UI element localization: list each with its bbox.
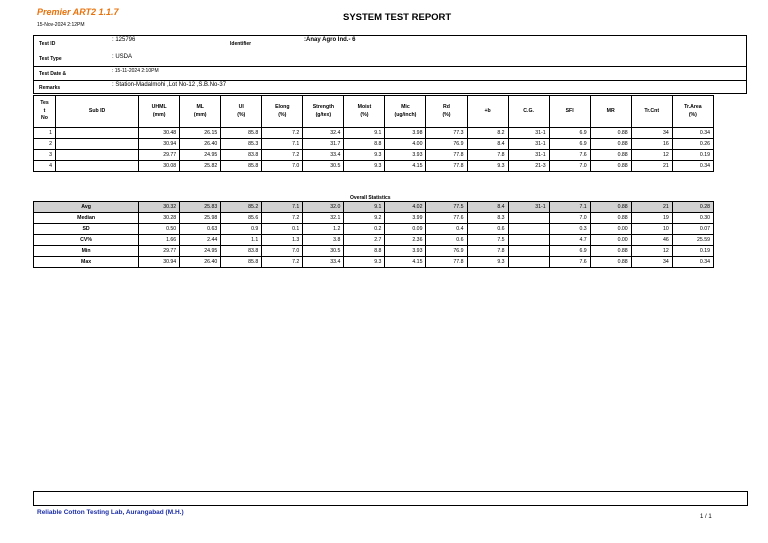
header-text: (%) — [237, 111, 246, 118]
stats-row — [34, 235, 714, 246]
header-text: +b — [484, 107, 491, 114]
lab-name: Reliable Cotton Testing Lab, Aurangabad (M.H.) — [37, 509, 184, 516]
table-row — [34, 161, 714, 172]
table-cell: 25.82 — [180, 161, 221, 172]
table-cell: 77.8 — [426, 150, 467, 161]
test-type-value: : USDA — [112, 54, 133, 60]
table-cell: 3.93 — [385, 150, 426, 161]
stats-cell: 9.1 — [344, 202, 385, 213]
stats-cell: 19 — [631, 213, 672, 224]
stats-cell: 0.1 — [262, 224, 303, 235]
header-text: (g/tex) — [315, 111, 332, 118]
table-cell: 77.3 — [426, 128, 467, 139]
column-header — [56, 96, 139, 128]
print-timestamp: 15-Nov-2024 2:12PM — [37, 22, 85, 28]
table-cell: 85.3 — [221, 139, 262, 150]
stats-cell: 7.2 — [262, 213, 303, 224]
header-text: SFI — [565, 107, 574, 114]
table-cell: 30.48 — [139, 128, 180, 139]
column-header — [508, 96, 549, 128]
table-cell: 12 — [631, 150, 672, 161]
divider — [34, 80, 746, 81]
stats-cell: 0.28 — [672, 202, 713, 213]
column-header — [262, 96, 303, 128]
stats-cell: 0.4 — [426, 224, 467, 235]
table-row — [34, 139, 714, 150]
stats-cell: 7.0 — [549, 213, 590, 224]
stats-cell: 29.77 — [139, 246, 180, 257]
table-cell: 83.8 — [221, 150, 262, 161]
table-cell — [56, 139, 139, 150]
table-cell: 33.4 — [303, 150, 344, 161]
table-cell: 8.8 — [344, 139, 385, 150]
stats-cell: 0.19 — [672, 246, 713, 257]
stats-cell: 7.0 — [262, 246, 303, 257]
table-cell: 29.77 — [139, 150, 180, 161]
stats-cell: 83.8 — [221, 246, 262, 257]
stats-cell — [508, 235, 549, 246]
stats-cell: 4.15 — [385, 257, 426, 268]
stats-row — [34, 213, 714, 224]
stats-cell: 2.7 — [344, 235, 385, 246]
stats-cell: 33.4 — [303, 257, 344, 268]
header-text: Rd — [443, 104, 450, 110]
header-text: UI — [238, 104, 244, 110]
table-cell: 9.3 — [344, 150, 385, 161]
stats-cell: 1.3 — [262, 235, 303, 246]
stats-cell: 32.1 — [303, 213, 344, 224]
stats-cell: 0.88 — [590, 213, 631, 224]
stats-cell: 0.07 — [672, 224, 713, 235]
stats-label: Max — [34, 257, 139, 268]
stats-cell: 30.32 — [139, 202, 180, 213]
stats-cell: 0.3 — [549, 224, 590, 235]
table-cell — [56, 150, 139, 161]
header-text: (%) — [688, 111, 697, 118]
table-cell: 24.95 — [180, 150, 221, 161]
stats-label: SD — [34, 224, 139, 235]
table-cell: 0.34 — [672, 161, 713, 172]
header-text: (ug/inch) — [394, 111, 417, 118]
table-header-row — [34, 96, 714, 128]
stats-cell: 2.44 — [180, 235, 221, 246]
stats-cell: 24.95 — [180, 246, 221, 257]
stats-cell: 8.4 — [467, 202, 508, 213]
header-text: Sub ID — [88, 107, 106, 114]
table-cell: 0.88 — [590, 139, 631, 150]
table-cell: 6.9 — [549, 139, 590, 150]
stats-row — [34, 246, 714, 257]
stats-label: Min — [34, 246, 139, 257]
header-text: (mm) — [193, 111, 207, 118]
stats-label: Median — [34, 213, 139, 224]
report-title: SYSTEM TEST REPORT — [343, 12, 452, 23]
header-text: Tr.Area — [684, 104, 702, 110]
stats-cell: 30.94 — [139, 257, 180, 268]
header-text: UHML — [151, 104, 167, 110]
test-date-label: Test Date & — [39, 71, 67, 77]
column-header — [426, 96, 467, 128]
table-cell: 4.15 — [385, 161, 426, 172]
stats-cell: 0.88 — [590, 202, 631, 213]
column-header — [344, 96, 385, 128]
table-cell: 85.8 — [221, 128, 262, 139]
table-cell: 16 — [631, 139, 672, 150]
page-number: 1 / 1 — [700, 514, 712, 520]
table-cell: 7.2 — [262, 150, 303, 161]
test-type-label: Test Type — [39, 56, 62, 62]
table-cell: 85.8 — [221, 161, 262, 172]
stats-cell: 1.66 — [139, 235, 180, 246]
table-cell: 32.4 — [303, 128, 344, 139]
stats-cell: 46 — [631, 235, 672, 246]
column-header — [180, 96, 221, 128]
identifier-label: Identifier — [230, 41, 252, 47]
table-cell: 77.8 — [426, 161, 467, 172]
header-text: Tr.Cnt — [644, 107, 660, 114]
stats-cell: 1.1 — [221, 235, 262, 246]
table-cell: 9.1 — [344, 128, 385, 139]
table-cell: 3.98 — [385, 128, 426, 139]
stats-cell: 0.2 — [344, 224, 385, 235]
stats-cell: 32.0 — [303, 202, 344, 213]
stats-cell: 4.02 — [385, 202, 426, 213]
stats-cell — [508, 213, 549, 224]
header-text: Elong — [275, 104, 290, 110]
header-text: (%) — [278, 111, 287, 118]
stats-cell: 26.40 — [180, 257, 221, 268]
stats-cell: 0.34 — [672, 257, 713, 268]
column-header — [590, 96, 631, 128]
test-results-table — [33, 95, 714, 172]
stats-cell: 7.1 — [262, 202, 303, 213]
statistics-table — [33, 201, 714, 268]
stats-cell: 3.93 — [385, 246, 426, 257]
table-cell: 7.2 — [262, 128, 303, 139]
header-text: MR — [606, 107, 615, 114]
stats-cell: 8.8 — [344, 246, 385, 257]
stats-label: CV% — [34, 235, 139, 246]
table-cell: 7.6 — [549, 150, 590, 161]
stats-row — [34, 202, 714, 213]
header-text: t — [43, 107, 46, 114]
column-header — [303, 96, 344, 128]
stats-cell — [508, 257, 549, 268]
header-text: Mic — [401, 104, 410, 110]
table-cell: 31.7 — [303, 139, 344, 150]
stats-cell: 0.30 — [672, 213, 713, 224]
app-brand: Premier ART2 1.1.7 — [37, 7, 119, 17]
stats-cell: 0.9 — [221, 224, 262, 235]
test-id-value: : 125796 — [112, 37, 136, 43]
table-cell: 31-1 — [508, 139, 549, 150]
test-info-panel — [33, 35, 747, 94]
stats-cell: 7.6 — [549, 257, 590, 268]
stats-cell: 0.00 — [590, 224, 631, 235]
table-cell: 1 — [34, 128, 56, 139]
table-cell: 0.88 — [590, 128, 631, 139]
stats-cell: 25.98 — [180, 213, 221, 224]
header-text: (%) — [360, 111, 369, 118]
table-cell: 0.88 — [590, 150, 631, 161]
stats-cell: 0.00 — [590, 235, 631, 246]
table-cell: 76.9 — [426, 139, 467, 150]
table-cell: 0.19 — [672, 150, 713, 161]
stats-cell: 0.88 — [590, 257, 631, 268]
table-cell: 26.15 — [180, 128, 221, 139]
table-cell: 9.3 — [344, 161, 385, 172]
stats-cell: 25.83 — [180, 202, 221, 213]
header-text: C.G. — [523, 107, 534, 114]
column-header — [631, 96, 672, 128]
table-cell: 31-1 — [508, 128, 549, 139]
stats-cell: 8.3 — [467, 213, 508, 224]
stats-cell: 30.5 — [303, 246, 344, 257]
stats-cell: 1.2 — [303, 224, 344, 235]
stats-cell — [508, 246, 549, 257]
stats-cell: 2.36 — [385, 235, 426, 246]
identifier-value: :Anay Agro Ind.- 6 — [304, 37, 356, 43]
stats-cell: 85.8 — [221, 257, 262, 268]
table-cell: 0.26 — [672, 139, 713, 150]
stats-cell: 76.9 — [426, 246, 467, 257]
stats-cell: 77.8 — [426, 257, 467, 268]
stats-cell: 34 — [631, 257, 672, 268]
column-header — [139, 96, 180, 128]
table-cell: 7.0 — [549, 161, 590, 172]
stats-cell: 3.8 — [303, 235, 344, 246]
stats-cell: 7.8 — [467, 246, 508, 257]
stats-cell: 25.59 — [672, 235, 713, 246]
stats-row — [34, 224, 714, 235]
table-cell: 0.34 — [672, 128, 713, 139]
stats-cell — [508, 224, 549, 235]
remarks-value: : Station-Madalmohi ,Lot No-12 ,S.B.No-37 — [112, 82, 227, 88]
table-cell: 2 — [34, 139, 56, 150]
header-text: (mm) — [152, 111, 166, 118]
table-row — [34, 128, 714, 139]
stats-title: Overall Statistics — [350, 195, 391, 201]
stats-cell: 31-1 — [508, 202, 549, 213]
table-cell: 21-3 — [508, 161, 549, 172]
test-date-value: : 15-11-2024 2:10PM — [112, 68, 159, 74]
divider — [34, 66, 746, 67]
table-cell — [56, 161, 139, 172]
column-header — [385, 96, 426, 128]
stats-cell: 9.3 — [467, 257, 508, 268]
column-header — [467, 96, 508, 128]
table-cell: 6.9 — [549, 128, 590, 139]
table-cell: 30.08 — [139, 161, 180, 172]
table-cell: 7.8 — [467, 150, 508, 161]
remarks-label: Remarks — [39, 85, 61, 91]
header-text: Strength — [312, 104, 335, 110]
stats-cell: 85.2 — [221, 202, 262, 213]
stats-cell: 7.5 — [467, 235, 508, 246]
stats-cell: 3.99 — [385, 213, 426, 224]
footer-box — [33, 491, 748, 506]
test-id-label: Test ID — [39, 41, 56, 47]
stats-cell: 0.6 — [467, 224, 508, 235]
table-cell: 4 — [34, 161, 56, 172]
stats-label: Avg — [34, 202, 139, 213]
stats-row — [34, 257, 714, 268]
stats-cell: 21 — [631, 202, 672, 213]
header-text: (%) — [442, 111, 451, 118]
header-text: No — [41, 115, 48, 122]
table-row — [34, 150, 714, 161]
stats-cell: 7.1 — [549, 202, 590, 213]
stats-cell: 0.88 — [590, 246, 631, 257]
stats-cell: 77.5 — [426, 202, 467, 213]
table-cell: 34 — [631, 128, 672, 139]
header-text: ML — [196, 104, 204, 110]
table-cell: 7.1 — [262, 139, 303, 150]
header-text: Tes — [40, 100, 49, 107]
table-cell: 9.3 — [467, 161, 508, 172]
column-header — [549, 96, 590, 128]
stats-cell: 0.09 — [385, 224, 426, 235]
stats-cell: 10 — [631, 224, 672, 235]
stats-cell: 0.6 — [426, 235, 467, 246]
stats-cell: 0.63 — [180, 224, 221, 235]
table-cell: 31-1 — [508, 150, 549, 161]
stats-cell: 77.6 — [426, 213, 467, 224]
column-header — [34, 96, 56, 128]
stats-cell: 30.28 — [139, 213, 180, 224]
table-cell — [56, 128, 139, 139]
stats-cell: 7.2 — [262, 257, 303, 268]
stats-cell: 4.7 — [549, 235, 590, 246]
stats-cell: 6.9 — [549, 246, 590, 257]
table-cell: 0.88 — [590, 161, 631, 172]
stats-cell: 9.3 — [344, 257, 385, 268]
stats-cell: 0.50 — [139, 224, 180, 235]
stats-cell: 85.6 — [221, 213, 262, 224]
table-cell: 7.0 — [262, 161, 303, 172]
table-cell: 30.5 — [303, 161, 344, 172]
stats-cell: 9.2 — [344, 213, 385, 224]
stats-cell: 12 — [631, 246, 672, 257]
table-cell: 8.4 — [467, 139, 508, 150]
header-text: Moist — [357, 104, 372, 110]
table-cell: 4.00 — [385, 139, 426, 150]
table-cell: 26.40 — [180, 139, 221, 150]
column-header — [672, 96, 713, 128]
table-cell: 21 — [631, 161, 672, 172]
table-cell: 30.94 — [139, 139, 180, 150]
column-header — [221, 96, 262, 128]
table-cell: 8.2 — [467, 128, 508, 139]
table-cell: 3 — [34, 150, 56, 161]
